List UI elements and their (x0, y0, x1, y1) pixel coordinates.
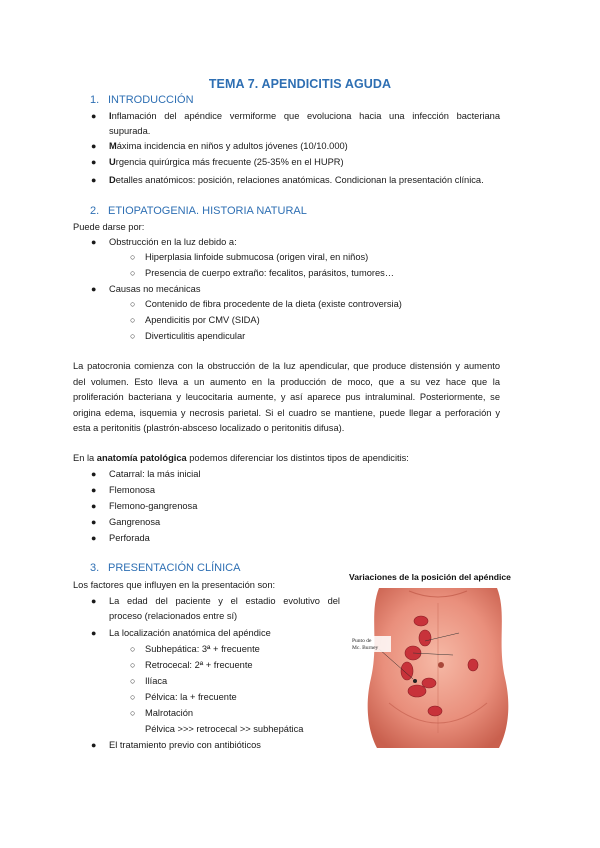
type-item: Flemono-gangrenosa (109, 501, 198, 511)
type-item: Gangrenosa (109, 517, 161, 527)
appendix-position (428, 706, 442, 716)
circle-bullet: ○ (130, 676, 136, 686)
circle-bullet: ○ (130, 252, 136, 262)
figure-label-line-2: Mc. Burney (352, 645, 379, 651)
intro-item-4: Detalles anatómicos: posición, relaciones anatómicas. Condicionan la presentación clínica. (109, 175, 484, 185)
clinic-intro: Los factores que influyen en la presentación son: (73, 580, 276, 590)
bullet: ● (91, 501, 97, 511)
appendix-position (419, 630, 431, 646)
paragraph-line: origina edema, isquemia y necrosis parietal. Si el cuadro se mantiene, puede llegar a perforación y (73, 408, 500, 418)
bullet: ● (91, 111, 97, 121)
bullet: ● (91, 740, 97, 750)
section-3-heading: 3. PRESENTACIÓN CLÍNICA (90, 562, 241, 574)
bullet: ● (91, 469, 97, 479)
appendix-position (422, 678, 436, 688)
etio-group-2: Causas no mecánicas (109, 284, 201, 294)
navel (438, 662, 444, 668)
section-1-heading: 1. INTRODUCCIÓN (90, 94, 194, 106)
circle-bullet: ○ (130, 315, 136, 325)
location-item: Retrocecal: 2ª + frecuente (145, 660, 253, 670)
etio-intro: Puede darse por: (73, 222, 145, 232)
etio-group-1-item-1: Hiperplasia linfoide submucosa (origen viral, en niños) (145, 252, 369, 262)
circle-bullet: ○ (130, 331, 136, 341)
location-item: Pélvica: la + frecuente (145, 692, 237, 702)
page-title: TEMA 7. APENDICITIS AGUDA (208, 77, 392, 91)
mcburney-point (413, 679, 417, 683)
bullet: ● (91, 175, 97, 185)
bullet: ● (91, 485, 97, 495)
figure-title: Variaciones de la posición del apéndice (349, 572, 511, 582)
circle-bullet: ○ (130, 660, 136, 670)
circle-bullet: ○ (130, 644, 136, 654)
bullet: ● (91, 284, 97, 294)
anatomy-intro: En la anatomía patológica podemos diferenciar los distintos tipos de apendicitis: (73, 453, 409, 463)
clinic-item-1-cont: proceso (relacionados entre sí) (109, 611, 238, 621)
paragraph-line: esta a peritonitis (plastrón-absceso localizado o peritonitis difusa). (73, 423, 345, 433)
circle-bullet: ○ (130, 708, 136, 718)
bullet: ● (91, 141, 97, 151)
circle-bullet: ○ (130, 692, 136, 702)
clinic-item-1: La edad del paciente y el estadio evolutivo del (109, 596, 340, 606)
type-item: Catarral: la más inicial (109, 469, 201, 479)
paragraph-line: del volumen. Esto lleva a un aumento en la producción de moco, que a su vez hace que la (73, 377, 500, 387)
bullet: ● (91, 157, 97, 167)
intro-item-2: Máxima incidencia en niños y adultos jóvenes (10/10.000) (109, 141, 348, 151)
type-item: Flemonosa (109, 485, 155, 495)
etio-group-2-item-3: Diverticulitis apendicular (145, 331, 246, 341)
circle-bullet: ○ (130, 268, 136, 278)
circle-bullet: ○ (130, 299, 136, 309)
type-item: Perforada (109, 533, 150, 543)
location-item: Malrotación (145, 708, 194, 718)
section-2-heading: 2. ETIOPATOGENIA. HISTORIA NATURAL (90, 205, 307, 217)
appendix-position (414, 616, 428, 626)
location-order: Pélvica >>> retrocecal >> subhepática (145, 724, 304, 734)
intro-item-1-cont: supurada. (109, 126, 151, 136)
figure-label-line-1: Punto de (352, 638, 372, 644)
bullet: ● (91, 517, 97, 527)
bullet: ● (91, 533, 97, 543)
paragraph-line: La patocronia comienza con la obstrucción de la luz apendicular, que produce distensión y aumento (73, 361, 500, 371)
paragraph-line: proliferación bacteriana y leucocitaria aumente, y así aparece pus intraluminal. Posteriormente, se (73, 392, 500, 402)
etio-group-1-item-2: Presencia de cuerpo extraño: fecalitos, parásitos, tumores… (145, 268, 395, 278)
etio-group-1: Obstrucción en la luz debido a: (109, 237, 237, 247)
appendix-position (468, 659, 478, 671)
bullet: ● (91, 628, 97, 638)
abdomen-illustration (349, 583, 527, 748)
location-item: Subhepática: 3ª + frecuente (145, 644, 260, 654)
etio-group-2-item-1: Contenido de fibra procedente de la dieta (existe controversia) (145, 299, 402, 309)
intro-item-3: Urgencia quirúrgica más frecuente (25-35% en el HUPR) (109, 157, 344, 167)
clinic-item-3: El tratamiento previo con antibióticos (109, 740, 261, 750)
intro-item-1: Inflamación del apéndice vermiforme que evoluciona hacia una infección bacteriana (109, 111, 500, 121)
appendix-position (408, 685, 426, 697)
clinic-item-2: La localización anatómica del apéndice (109, 628, 271, 638)
bullet: ● (91, 596, 97, 606)
bullet: ● (91, 237, 97, 247)
etio-group-2-item-2: Apendicitis por CMV (SIDA) (145, 315, 260, 325)
location-item: Ilíaca (145, 676, 168, 686)
